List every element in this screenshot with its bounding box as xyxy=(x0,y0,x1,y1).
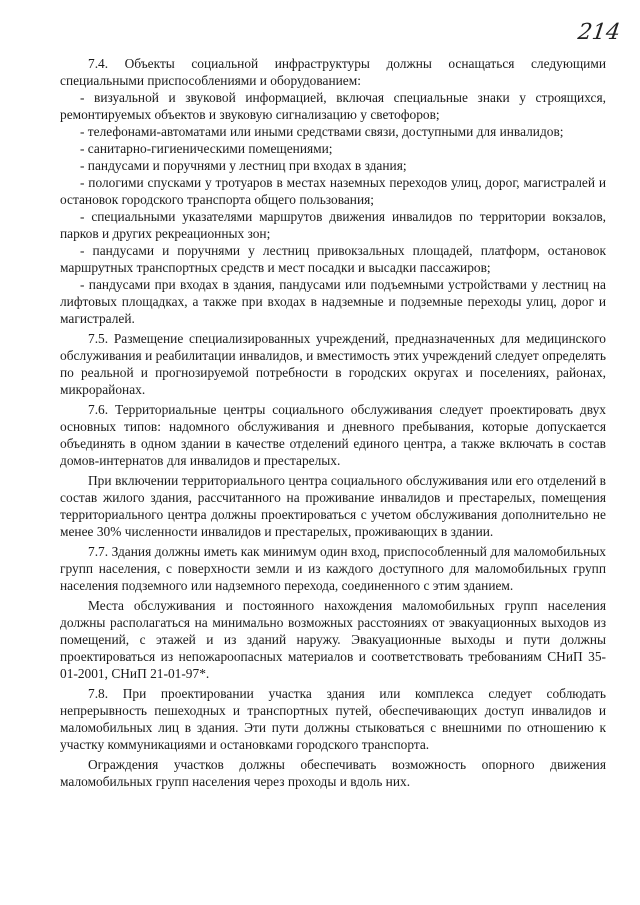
paragraph-7-6: 7.6. Территориальные центры социального обслуживания следует проектировать двух основных типов: надомного обслуживания и дневного пребывания, которые допускается объединять в одном здании в качестве отделений единого центра, а также включать в состав домов-интернатов для инвалидов и престарелых. xyxy=(60,402,606,468)
paragraph-7-5: 7.5. Размещение специализированных учреждений, предназначенных для медицинского обслуживания и реабилитации инвалидов, и вместимость этих учреждений следует определять по реальной и прогнозируемой потребности в городских округах и поселениях, районах, микрорайонах. xyxy=(60,331,606,397)
list-item: - пандусами при входах в здания, пандусами или подъемными устройствами у лестниц на лифтовых площадках, а также при входах в надземные и подземные переходы улиц, дорог и магистралей. xyxy=(60,277,606,326)
paragraph: Места обслуживания и постоянного нахождения маломобильных групп населения должны располагаться на минимально возможных расстояниях от эвакуационных выходов из помещений, с этажей и из зданий наружу. Эвакуационные выходы и пути должны проектироваться из непожароопасных материалов и соответствовать требованиям СНиП 35-01-2001, СНиП 21-01-97*. xyxy=(60,598,606,681)
list-item: - специальными указателями маршрутов движения инвалидов по территории вокзалов, парков и других рекреационных зон; xyxy=(60,209,606,241)
paragraph: Ограждения участков должны обеспечивать возможность опорного движения маломобильных групп населения через проходы и вдоль них. xyxy=(60,757,606,789)
paragraph-7-7: 7.7. Здания должны иметь как минимум один вход, приспособленный для маломобильных групп населения, с поверхности земли и из каждого доступного для маломобильных групп населения подземного или надземного перехода, соединенного с этим зданием. xyxy=(60,544,606,593)
list-item: - пологими спусками у тротуаров в местах наземных переходов улиц, дорог, магистралей и остановок городского транспорта общего пользования; xyxy=(60,175,606,207)
list-item: - пандусами и поручнями у лестниц при входах в здания; xyxy=(80,158,407,173)
list-item: - санитарно-гигиеническими помещениями; xyxy=(80,141,333,156)
page-number: 214 xyxy=(576,20,622,45)
paragraph: При включении территориального центра социального обслуживания или его отделений в состав жилого здания, рассчитанного на проживание инвалидов и престарелых, помещения территориального центра должны проектироваться с учетом обслуживания дополнительно не менее 30% численности инвалидов и престарелых, проживающих в здании. xyxy=(60,473,606,539)
list-item: - пандусами и поручнями у лестниц привокзальных площадей, платформ, остановок маршрутных транспортных средств и мест посадки и высадки пассажиров; xyxy=(60,243,606,275)
list-item: - телефонами-автоматами или иными средствами связи, доступными для инвалидов; xyxy=(80,124,564,139)
paragraph-7-8: 7.8. При проектировании участка здания или комплекса следует соблюдать непрерывность пешеходных и транспортных путей, обеспечивающих доступ инвалидов и маломобильных лиц в здания. Эти пути должны стыковаться с внешними по отношению к участку коммуникациями и остановками городского транспорта. xyxy=(60,686,606,752)
paragraph-7-4: 7.4. Объекты социальной инфраструктуры должны оснащаться следующими специальными приспособлениями и оборудованием: xyxy=(60,56,606,88)
list-item: - визуальной и звуковой информацией, включая специальные знаки у строящихся, ремонтируемых объектов и звуковую сигнализацию у светофоров; xyxy=(60,90,606,122)
document-body xyxy=(60,55,606,790)
